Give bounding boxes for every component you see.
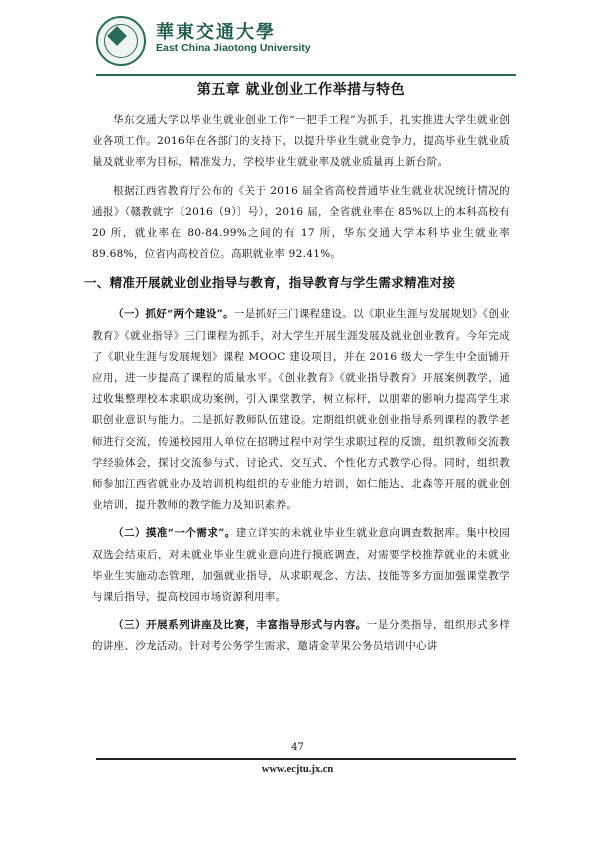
item-lead-3: （三）开展系列讲座及比赛，丰富指导形式与内容。 — [113, 619, 367, 632]
university-name-cn: 華東交通大學 — [156, 22, 276, 43]
item-paragraph-3 — [92, 615, 510, 657]
item-paragraph-1 — [92, 304, 510, 516]
item-paragraph-2 — [92, 523, 510, 608]
header-divider — [96, 74, 516, 76]
section-heading: 一、精准开展就业创业指导与教育，指导教育与学生需求精准对接 — [84, 275, 456, 291]
item-lead-1: （一）抓好“两个建设”。 — [113, 308, 234, 321]
page-header — [96, 16, 516, 72]
document-body — [84, 78, 511, 658]
item-body-2: 建立详实的未就业毕业生就业意向调查数据库。集中校园双选会结束后，对未就业毕业生就业意向进行摸底调查，对需要学校推荐就业的未就业毕业生实施动态管理，加强就业指导，从求职观念、方法、技能等多方面加强课堂教学与课后指导，提高校园市场资源利用率。 — [92, 527, 511, 604]
page-number: 47 — [291, 742, 304, 753]
footer-url: www.ecjtu.jx.cn — [261, 764, 334, 775]
university-name-en: East China Jiaotong University — [156, 42, 311, 54]
item-lead-2: （二）摸准“一个需求”。 — [113, 527, 236, 540]
item-body-3: 一是分类指导，组织形式多样的讲座、沙龙活动。针对考公务学生需求，邀请金苹果公务员培训中心讲 — [92, 619, 510, 653]
chapter-title: 第五章 就业创业工作举措与特色 — [196, 82, 406, 98]
intro-paragraph: 华东交通大学以毕业生就业创业工作“一把手工程”为抓手，扎实推进大学生就业创业各项工作。2016年在各部门的支持下，以提升毕业生就业竞争力，提高毕业生就业质量及就业率为目标，精准发力，学校毕业生就业率及就业质量再上新台阶。 — [92, 114, 510, 169]
statistics-paragraph: 根据江西省教育厅公布的《关于 2016 届全省高校普通毕业生就业状况统计情况的通报》（赣教就字〔2016（9）〕号），2016 届，全省就业率在 85%以上的本科高校有 20 所，就业率在 80-84.99%之间的有 17 所，华东交通大学本科毕业生就业率 89.68%，位省内高校首位。高职就业率 92.41%。 — [92, 184, 510, 261]
item-body-1: 一是抓好三门课程建设。以《职业生涯与发展规划》《创业教育》《就业指导》三门课程为抓手，对大学生开展生涯发展及就业创业教育。今年完成了《职业生涯与发展规划》课程 MOOC 建设项目，并在 2016 级大一学生中全面铺开应用，进一步提高了课程的质量水平。《创业教育》《就业指导教育》开展案例教学，通过收集整理校本求职成功案例，引入课堂教学，树立标杆，以朋辈的影响力提高学生求职创业意识与能力。二是抓好教师队伍建设。定期组织就业创业指导系列课程的教学老师进行交流，传递校园用人单位在招聘过程中对学生求职过程的反馈，组织教师交流教学经验体会，探讨交流参与式、讨论式、交互式、个性化方式教学心得。同时，组织教师参加江西省就业办及培训机构组织的专业能力培训，如仁能达、北森等开展的就业创业培训，提升教师的教学能力及知识素养。 — [92, 308, 510, 512]
footer-divider — [96, 758, 516, 760]
university-logo — [96, 16, 146, 66]
